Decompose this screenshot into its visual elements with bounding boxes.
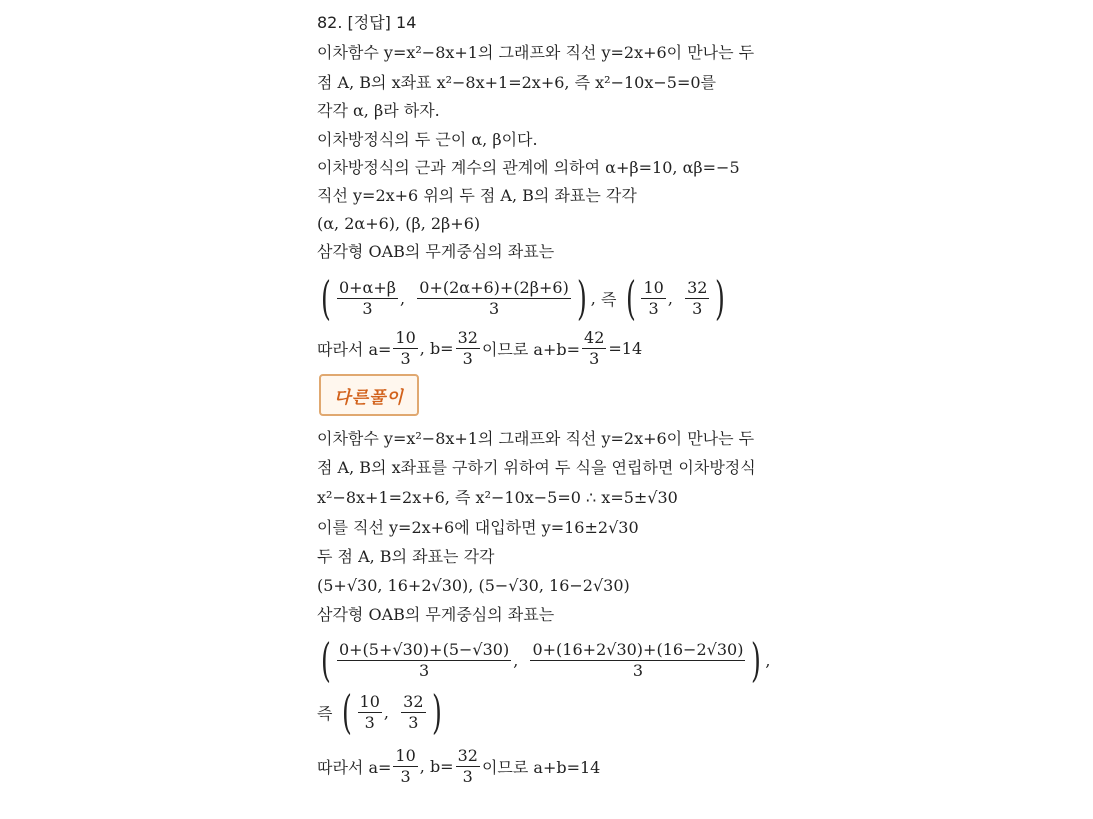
- fraction: $\frac{10}{3}$: [643, 277, 664, 318]
- fraction: $\frac{0+(16+2√30)+(16-2√30)}{3}$: [532, 639, 744, 680]
- solution-line: 이차방정식의 두 근이 α, β이다.: [317, 130, 538, 149]
- alt-line: 삼각형 OAB의 무게중심의 좌표는: [317, 605, 555, 624]
- alt-line: (5+√30, 16+2√30), (5−√30, 16−2√30): [317, 576, 630, 595]
- fraction: $\frac{32}{3}$: [403, 691, 424, 732]
- right-paren: ): [751, 633, 762, 687]
- solution-line: 점 A, B의 x좌표 x²−8x+1=2x+6, 즉 x²−10x−5=0를: [317, 73, 716, 92]
- alt-line: 이차함수 y=x²−8x+1의 그래프와 직선 y=2x+6이 만나는 두: [317, 429, 755, 448]
- right-paren: ): [715, 271, 726, 325]
- alt-line: 이를 직선 y=2x+6에 대입하면 y=16±2√30: [317, 518, 639, 537]
- centroid-expression: ( $\frac{0+\alpha+\beta}{3}$ , $\frac{0+(2\alpha+6)+(2\beta+6)}{3}$ ) , 즉 ( $\frac{10}{3}$ , $\frac{32}{3}$ ): [321, 271, 726, 325]
- fraction: $\frac{32}{3}$: [457, 327, 478, 368]
- fraction: $\frac{42}{3}$: [584, 327, 605, 368]
- fraction: $\frac{0+(2\alpha+6)+(2\beta+6)}{3}$: [419, 277, 569, 318]
- conclusion: 따라서 a= $\frac{10}{3}$ , b= $\frac{32}{3}$ 이므로 a+b=14: [317, 745, 601, 786]
- centroid-expression: ( $\frac{0+(5+√30)+(5-√30)}{3}$ , $\frac{0+(16+2√30)+(16-2√30)}{3}$ ) ,: [321, 633, 771, 687]
- solution-line: 이차방정식의 근과 계수의 관계에 의하여 α+β=10, αβ=−5: [317, 158, 740, 177]
- alt-line: x²−8x+1=2x+6, 즉 x²−10x−5=0 ∴ x=5±√30: [317, 488, 678, 507]
- equivalently-label: 즉: [600, 289, 617, 309]
- problem-header: 82. [정답] 14: [317, 13, 417, 32]
- equivalently-label: 즉: [317, 703, 333, 723]
- centroid-result: 즉 ( $\frac{10}{3}$ , $\frac{32}{3}$ ): [317, 685, 442, 739]
- left-paren: (: [625, 271, 636, 325]
- solution-line: 각각 α, β라 하자.: [317, 101, 440, 120]
- alt-line: 점 A, B의 x좌표를 구하기 위하여 두 식을 연립하면 이차방정식: [317, 458, 756, 477]
- conclusion: 따라서 a= $\frac{10}{3}$ , b= $\frac{32}{3}$ 이므로 a+b= $\frac{42}{3}$ =14: [317, 327, 643, 368]
- right-paren: ): [431, 685, 442, 739]
- fraction: $\frac{32}{3}$: [687, 277, 708, 318]
- right-paren: ): [576, 271, 587, 325]
- fraction: $\frac{10}{3}$: [395, 745, 416, 786]
- alt-line: 두 점 A, B의 좌표는 각각: [317, 547, 495, 566]
- left-paren: (: [341, 685, 352, 739]
- fraction: $\frac{0+\alpha+\beta}{3}$: [338, 277, 396, 318]
- fraction: $\frac{10}{3}$: [359, 691, 380, 732]
- solution-line: 직선 y=2x+6 위의 두 점 A, B의 좌표는 각각: [317, 186, 637, 205]
- fraction: $\frac{32}{3}$: [457, 745, 478, 786]
- alternative-solution-badge: 다른풀이: [319, 374, 419, 416]
- left-paren: (: [321, 271, 331, 325]
- fraction: $\frac{0+(5+√30)+(5-√30)}{3}$: [338, 639, 510, 680]
- solution-line: 삼각형 OAB의 무게중심의 좌표는: [317, 242, 555, 261]
- solution-line: 이차함수 y=x²−8x+1의 그래프와 직선 y=2x+6이 만나는 두: [317, 43, 755, 62]
- solution-line: (α, 2α+6), (β, 2β+6): [317, 214, 481, 233]
- fraction: $\frac{10}{3}$: [395, 327, 416, 368]
- left-paren: (: [321, 633, 331, 687]
